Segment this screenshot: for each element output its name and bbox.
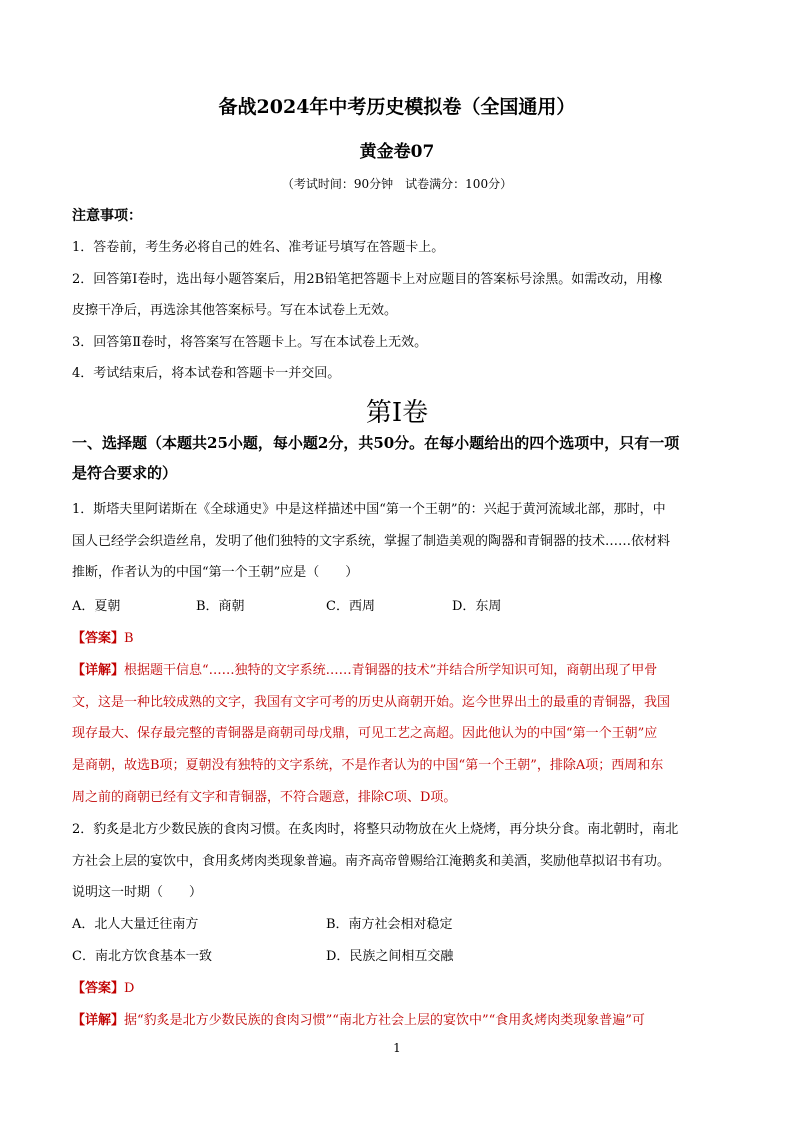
detail-line xyxy=(72,1009,645,1028)
detail-line: 文，这是一种比较成熟的文字，我国有文字可考的历史从商朝开始。迄今世界出土的最重的青铜器，我国 xyxy=(72,695,671,710)
option-d: D．东周 xyxy=(452,599,502,614)
exam-subtitle: 黄金卷07 xyxy=(359,142,435,162)
notes-heading: 注意事项： xyxy=(72,208,142,224)
question-stem: 2．豹炙是北方少数民族的食肉习惯。在炙肉时，将整只动物放在火上烧烤，再分块分食。南北朝时，南北 xyxy=(72,822,679,837)
note-item: 2．回答第Ⅰ卷时，选出每小题答案后，用2B铅笔把答题卡上对应题目的答案标号涂黑。如需改动，用橡 xyxy=(72,272,663,287)
note-item: 4．考试结束后，将本试卷和答题卡一并交回。 xyxy=(72,366,341,381)
detail-line: 现存最大、保存最完整的青铜器是商朝司母戊鼎，可见工艺之高超。因此他认为的中国“第一个王朝”应 xyxy=(72,726,658,741)
question-stem: 国人已经学会织造丝帛，发明了他们独特的文字系统，掌握了制造美观的陶器和青铜器的技术……依材料 xyxy=(72,534,671,549)
detail-line: 是商朝，故选B项；夏朝没有独特的文字系统，不是作者认为的中国“第一个王朝”，排除A项；西周和东 xyxy=(72,758,664,773)
note-item: 3．回答第Ⅱ卷时，将答案写在答题卡上。写在本试卷上无效。 xyxy=(72,335,428,350)
option-a: A．北人大量迁往南方 xyxy=(72,917,199,932)
option-b: B．南方社会相对稳定 xyxy=(326,917,453,932)
detail-text: 据“豹炙是北方少数民族的食肉习惯”“南北方社会上层的宴饮中”“食用炙烤肉类现象普遍”可 xyxy=(124,1013,645,1028)
exam-title: 备战2024年中考历史模拟卷（全国通用） xyxy=(218,96,576,118)
detail-text: 根据题干信息“……独特的文字系统……青铜器的技术”并结合所学知识可知，商朝出现了甲骨 xyxy=(124,663,658,678)
detail-line xyxy=(72,659,657,678)
volume-title: 第Ⅰ卷 xyxy=(365,398,429,428)
detail-tag: 【详解】 xyxy=(72,1013,125,1028)
answer-line xyxy=(72,977,134,996)
answer-value: D xyxy=(124,981,135,996)
section-heading: 一、选择题（本题共25小题，每小题2分，共50分。在每小题给出的四个选项中，只有一项 xyxy=(72,434,680,452)
option-a: A．夏朝 xyxy=(72,599,121,614)
question-stem: 方社会上层的宴饮中，食用炙烤肉类现象普遍。南齐高帝曾赐给江淹鹅炙和美酒，奖励他草拟诏书有功。 xyxy=(72,854,671,869)
option-b: B．商朝 xyxy=(196,599,245,614)
note-item: 1．答卷前，考生务必将自己的姓名、准考证号填写在答题卡上。 xyxy=(72,240,445,255)
question-stem: 1．斯塔夫里阿诺斯在《全球通史》中是这样描述中国“第一个王朝”的：兴起于黄河流域北部，那时，中 xyxy=(72,502,666,517)
detail-line: 周之前的商朝已经有文字和青铜器，不符合题意，排除C项、D项。 xyxy=(72,790,457,805)
option-c: C．西周 xyxy=(326,599,375,614)
answer-tag: 【答案】 xyxy=(72,631,125,646)
answer-line xyxy=(72,627,134,646)
option-d: D．民族之间相互交融 xyxy=(326,949,454,964)
note-item: 皮擦干净后，再选涂其他答案标号。写在本试卷上无效。 xyxy=(72,303,398,318)
detail-tag: 【详解】 xyxy=(72,663,125,678)
page-number: 1 xyxy=(393,1041,401,1055)
option-c: C．南北方饮食基本一致 xyxy=(72,949,212,964)
question-stem: 说明这一时期（ ） xyxy=(72,885,203,900)
answer-tag: 【答案】 xyxy=(72,981,125,996)
exam-info: （考试时间：90分钟 试卷满分：100分） xyxy=(281,177,513,191)
answer-value: B xyxy=(124,631,134,646)
section-heading: 是符合要求的） xyxy=(72,464,178,482)
question-stem: 推断，作者认为的中国“第一个王朝”应是（ ） xyxy=(72,565,359,580)
